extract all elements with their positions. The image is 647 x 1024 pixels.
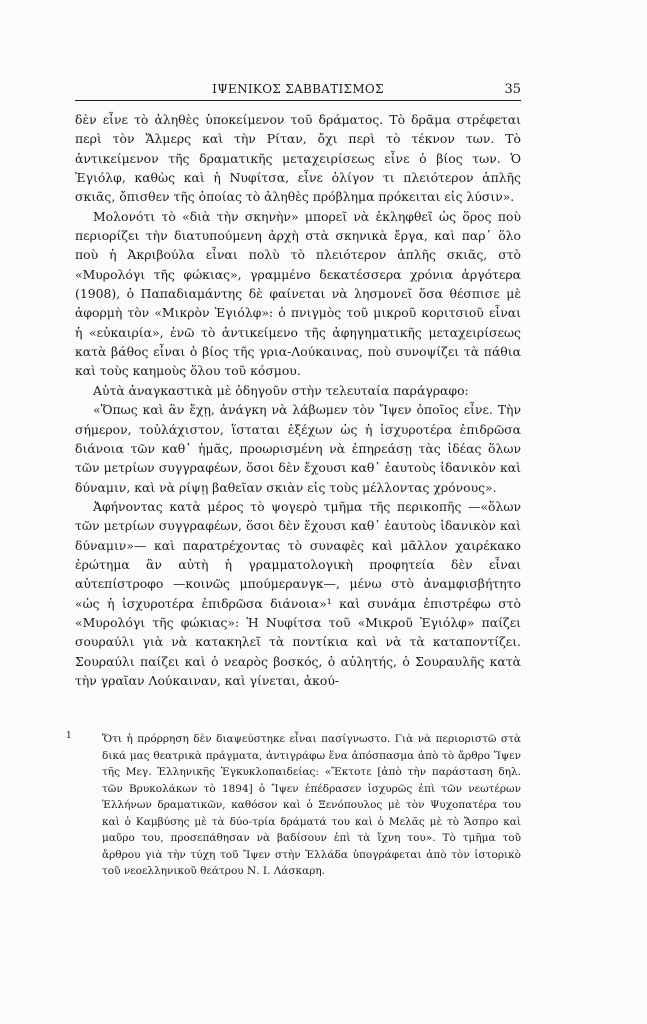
quotation-paragraph: «Ὅπως καὶ ἂν ἔχῃ, ἀνάγκη νὰ λάβωμεν τὸν Ἴψεν ὁποῖος εἶνε. Τὴν σήμερον, τοὐλάχιστον, ἵσταται ἐξέχων ὡς ἡ ἰσχυροτέρα ἐπιδρῶσα διάνοια τῶν καθ᾽ ἡμᾶς, προωρισμένη νὰ ἐπηρεάσῃ τὰς ἰδέας ὅλων τῶν μετρίων συγγραφέων, ὅσοι δὲν ἔχουσι καθ᾽ ἑαυτοὺς ἰδανικὸν καὶ δύναμιν, καὶ νὰ ρίψῃ βαθεῖαν σκιὰν εἰς τοὺς μέλλοντας χρόνους». <box>75 402 521 495</box>
paragraph-1: δὲν εἶνε τὸ ἀληθὲς ὑποκείμενον τοῦ δράματος. Τὸ δρᾶμα στρέφεται περὶ τὸν Ἄλμερς καὶ τὴν Ρίταν, ὄχι περὶ τὸ τέκνον των. Τὸ ἀντικείμενον τῆς δραματικῆς μεταχειρίσεως εἶνε ὁ βίος των. Ὁ Ἐγιόλφ, καθὼς καὶ ἡ Νυφίτσα, εἶνε ὀλίγον τι πλειότερον ἁπλῆς σκιᾶς, ὄπισθεν τῆς ὁποίας τὸ ἀληθὲς πρόβλημα πρόκειται εἰς λύσιν». <box>75 112 521 205</box>
header-rule <box>75 100 521 101</box>
paragraph-3: Αὐτὰ ἀναγκαστικὰ μὲ ὁδηγοῦν στὴν τελευταία παράγραφο: <box>93 382 469 398</box>
footnote <box>66 731 521 880</box>
body-text <box>75 110 521 690</box>
paragraph-5: Ἀφήνοντας κατὰ μέρος τὸ ψογερὸ τμῆμα τῆς περικοπῆς —«ὅλων τῶν μετρίων συγγραφέων, ὅσοι δὲν ἔχουσι καθ᾽ ἑαυτοὺς ἰδανικὸν καὶ δύναμιν»— καὶ παρατρέχοντας τὸ συναφὲς καὶ μᾶλλον χαιρέκακο ἐρώτημα ἂν αὐτὴ ἡ γραμματολογικὴ προφητεία δὲν εἶναι αὐτεπίστροφο —κοινῶς μπούμερανγκ—, μένω στὸ ἀναμφισβήτητο «ὡς ἡ ἰσχυροτέρα ἐπιδρῶσα διάνοια»¹ καὶ συνάμα ἐπιστρέφω στὸ «Μυρολόγι τῆς φώκιας»: Ἡ Νυφίτσα τοῦ «Μικροῦ Ἐγιόλφ» παίζει σουραύλι γιὰ νὰ κατακηλεῖ τὰ ποντίκια καὶ νὰ τὰ καταποντίζει. Σουραύλι παίζει καὶ ὁ νεαρὸς βοσκός, ὁ αὐλητής, ὁ Σουραυλῆς κατὰ τὴν γραῖαν Λούκαιναν, καὶ γίνεται, ἀκού- <box>75 498 521 688</box>
page-header <box>75 80 521 102</box>
running-title: ΙΨΕΝΙΚΟΣ ΣΑΒΒΑΤΙΣΜΟΣ <box>212 82 384 96</box>
page-number: 35 <box>504 82 521 97</box>
footnote-text: Ὅτι ἡ πρόρρηση δὲν διαψεύστηκε εἶναι πασίγνωστο. Γιὰ νὰ περιοριστῶ στὰ δικά μας θεατρικὰ πράγματα, ἀντιγράφω ἕνα ἀπόσπασμα ἀπὸ τὸ ἄρθρο Ἴψεν τῆς Μεγ. Ἑλληνικῆς Ἐγκυκλοπαιδείας: «Ἔκτοτε [ἀπὸ τὴν παράσταση δηλ. τῶν Βρυκολάκων τὸ 1894] ὁ Ἴψεν ἐπέδρασεν ἰσχυρῶς ἐπὶ τῶν νεωτέρων Ἑλλήνων δραματικῶν, καθόσον καὶ ὁ Ξενόπουλος μὲ τὸν Ψυχοπατέρα του καὶ ὁ Καμβύσης μὲ τὰ δύο-τρία δράματά του καὶ ὁ Μελᾶς μὲ τὸ Ἄσπρο καὶ μαῦρο του, προσεπάθησαν νὰ βαδίσουν ἐπὶ τὰ ἴχνη του». Τὸ τμῆμα τοῦ ἄρθρου γιὰ τὴν τύχη τοῦ Ἴψεν στὴν Ἑλλάδα ὑπογράφεται ἀπὸ τὸν ἱστορικὸ τοῦ νεοελληνικοῦ θεάτρου Ν. Ι. Λάσκαρη. <box>102 733 521 877</box>
paragraph-2: Μολονότι τὸ «διὰ τὴν σκηνὴν» μπορεῖ νὰ ἐκληφθεῖ ὡς ὅρος ποὺ περιορίζει τὴν διατυπούμενη ἀρχὴ στὰ σκηνικὰ ἔργα, καὶ παρ᾽ ὅλο ποὺ ἡ Ἀκριβούλα εἶναι πολὺ τὸ πλειότερον ἁπλῆς σκιᾶς, στὸ «Μυρολόγι τῆς φώκιας», γραμμένο δεκατέσσερα χρόνια ἀργότερα (1908), ὁ Παπαδιαμάντης δὲ φαίνεται νὰ λησμονεῖ ὅσα θέσπισε μὲ ἀφορμὴ τὸν «Μικρὸν Ἐγιόλφ»: ὁ πνιγμὸς τοῦ μικροῦ κοριτσιοῦ εἶναι ἡ «εὐκαιρία», ἐνῶ τὸ ἀντικείμενο τῆς ἀφηγηματικῆς μεταχειρίσεως κατὰ βάθος εἶναι ὁ βίος τῆς γρια-Λούκαινας, ποὺ συνοψίζει τὰ πάθια καὶ τοὺς καημοὺς ὅλου τοῦ κόσμου. <box>75 208 521 379</box>
footnote-marker: 1 <box>66 731 72 741</box>
